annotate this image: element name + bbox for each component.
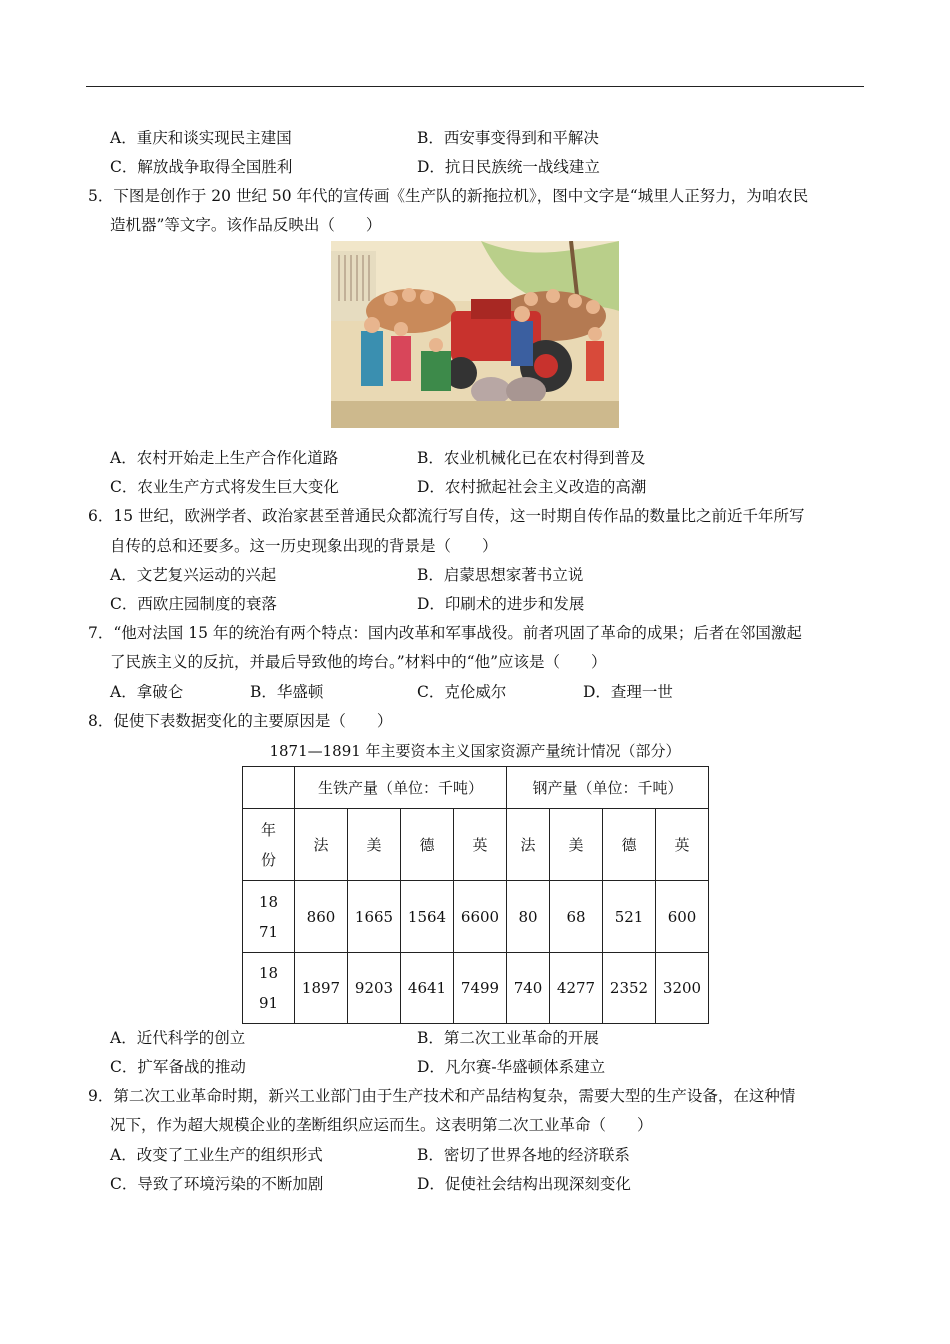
q4-option-c[interactable]: C．解放战争取得全国胜利 xyxy=(110,158,293,176)
year-header-text: 年份 xyxy=(260,820,276,869)
q6-option-a[interactable]: A．文艺复兴运动的兴起 xyxy=(110,566,277,584)
year-cell-text: 1871 xyxy=(258,892,279,941)
country-header: 美 xyxy=(550,809,603,881)
q7-option-a[interactable]: A．拿破仑 xyxy=(110,683,184,701)
q6-option-c[interactable]: C．西欧庄园制度的衰落 xyxy=(110,595,277,613)
q9-option-a[interactable]: A．改变了工业生产的组织形式 xyxy=(110,1146,323,1164)
value-cell: 80 xyxy=(507,881,550,953)
q8-option-c[interactable]: C．扩军备战的推动 xyxy=(110,1058,246,1076)
value-cell: 4277 xyxy=(550,953,603,1024)
country-header: 德 xyxy=(603,809,656,881)
year-cell-text: 1891 xyxy=(258,964,279,1012)
q5-stem-line1: 5．下图是创作于 20 世纪 50 年代的宣传画《生产队的新拖拉机》，图中文字是“城里人正努力，为咱农民 xyxy=(88,187,809,205)
q5-option-d[interactable]: D．农村掀起社会主义改造的高潮 xyxy=(417,478,647,496)
year-cell xyxy=(243,881,295,953)
q5-option-c[interactable]: C．农业生产方式将发生巨大变化 xyxy=(110,478,339,496)
iron-group-header: 生铁产量（单位：千吨） xyxy=(295,767,507,809)
country-header: 法 xyxy=(507,809,550,881)
table-row xyxy=(243,953,709,1024)
q9-stem-line2: 况下，作为超大规模企业的垄断组织应运而生。这表明第二次工业革命（ ） xyxy=(110,1116,653,1134)
value-cell: 6600 xyxy=(454,881,507,953)
q6-stem-line2: 自传的总和还要多。这一历史现象出现的背景是（ ） xyxy=(110,537,498,555)
table-corner-cell xyxy=(243,767,295,809)
q8-option-d[interactable]: D．凡尔赛-华盛顿体系建立 xyxy=(417,1058,606,1076)
value-cell: 4641 xyxy=(401,953,454,1024)
value-cell: 1564 xyxy=(401,881,454,953)
q7-option-d[interactable]: D．查理一世 xyxy=(583,683,673,701)
country-header: 英 xyxy=(454,809,507,881)
q6-stem-line1: 6．15 世纪，欧洲学者、政治家甚至普通民众都流行写自传，这一时期自传作品的数量比之前近千年所写 xyxy=(88,507,805,525)
q7-option-b[interactable]: B．华盛顿 xyxy=(250,683,324,701)
q9-option-d[interactable]: D．促使社会结构出现深刻变化 xyxy=(417,1175,631,1193)
q5-option-b[interactable]: B．农业机械化已在农村得到普及 xyxy=(417,449,646,467)
q8-option-b[interactable]: B．第二次工业革命的开展 xyxy=(417,1029,599,1047)
q6-option-d[interactable]: D．印刷术的进步和发展 xyxy=(417,595,585,613)
value-cell: 1665 xyxy=(348,881,401,953)
value-cell: 3200 xyxy=(656,953,709,1024)
year-header xyxy=(243,809,295,881)
q7-option-c[interactable]: C．克伦威尔 xyxy=(417,683,507,701)
country-header: 德 xyxy=(401,809,454,881)
table-row xyxy=(243,881,709,953)
country-header: 英 xyxy=(656,809,709,881)
q4-option-d[interactable]: D．抗日民族统一战线建立 xyxy=(417,158,600,176)
value-cell: 2352 xyxy=(603,953,656,1024)
value-cell: 1897 xyxy=(295,953,348,1024)
value-cell: 7499 xyxy=(454,953,507,1024)
q5-stem-line2: 造机器”等文字。该作品反映出（ ） xyxy=(110,216,382,234)
value-cell: 740 xyxy=(507,953,550,1024)
q9-option-c[interactable]: C．导致了环境污染的不断加剧 xyxy=(110,1175,324,1193)
value-cell: 9203 xyxy=(348,953,401,1024)
header-rule xyxy=(86,86,864,87)
production-table xyxy=(242,766,709,1024)
q4-option-b[interactable]: B．西安事变得到和平解决 xyxy=(417,129,599,147)
q6-option-b[interactable]: B．启蒙思想家著书立说 xyxy=(417,566,584,584)
value-cell: 600 xyxy=(656,881,709,953)
value-cell: 860 xyxy=(295,881,348,953)
q8-option-a[interactable]: A．近代科学的创立 xyxy=(110,1029,246,1047)
country-header: 法 xyxy=(295,809,348,881)
value-cell: 521 xyxy=(603,881,656,953)
q9-stem-line1: 9．第二次工业革命时期，新兴工业部门由于生产技术和产品结构复杂，需要大型的生产设备，在这种情 xyxy=(88,1087,796,1105)
country-header: 美 xyxy=(348,809,401,881)
steel-group-header: 钢产量（单位：千吨） xyxy=(507,767,709,809)
value-cell: 68 xyxy=(550,881,603,953)
q9-option-b[interactable]: B．密切了世界各地的经济联系 xyxy=(417,1146,630,1164)
q8-stem: 8．促使下表数据变化的主要原因是（ ） xyxy=(88,712,393,730)
q7-stem-line1: 7．“他对法国 15 年的统治有两个特点：国内改革和军事战役。前者巩固了革命的成果；后者在邻国激起 xyxy=(88,624,802,642)
propaganda-painting-image xyxy=(331,241,619,428)
q5-option-a[interactable]: A．农村开始走上生产合作化道路 xyxy=(110,449,339,467)
q7-stem-line2: 了民族主义的反抗，并最后导致他的垮台。”材料中的“他”应该是（ ） xyxy=(110,653,607,671)
q4-option-a[interactable]: A．重庆和谈实现民主建国 xyxy=(110,129,292,147)
year-cell xyxy=(243,953,295,1024)
table-title: 1871—1891 年主要资本主义国家资源产量统计情况（部分） xyxy=(269,742,681,760)
